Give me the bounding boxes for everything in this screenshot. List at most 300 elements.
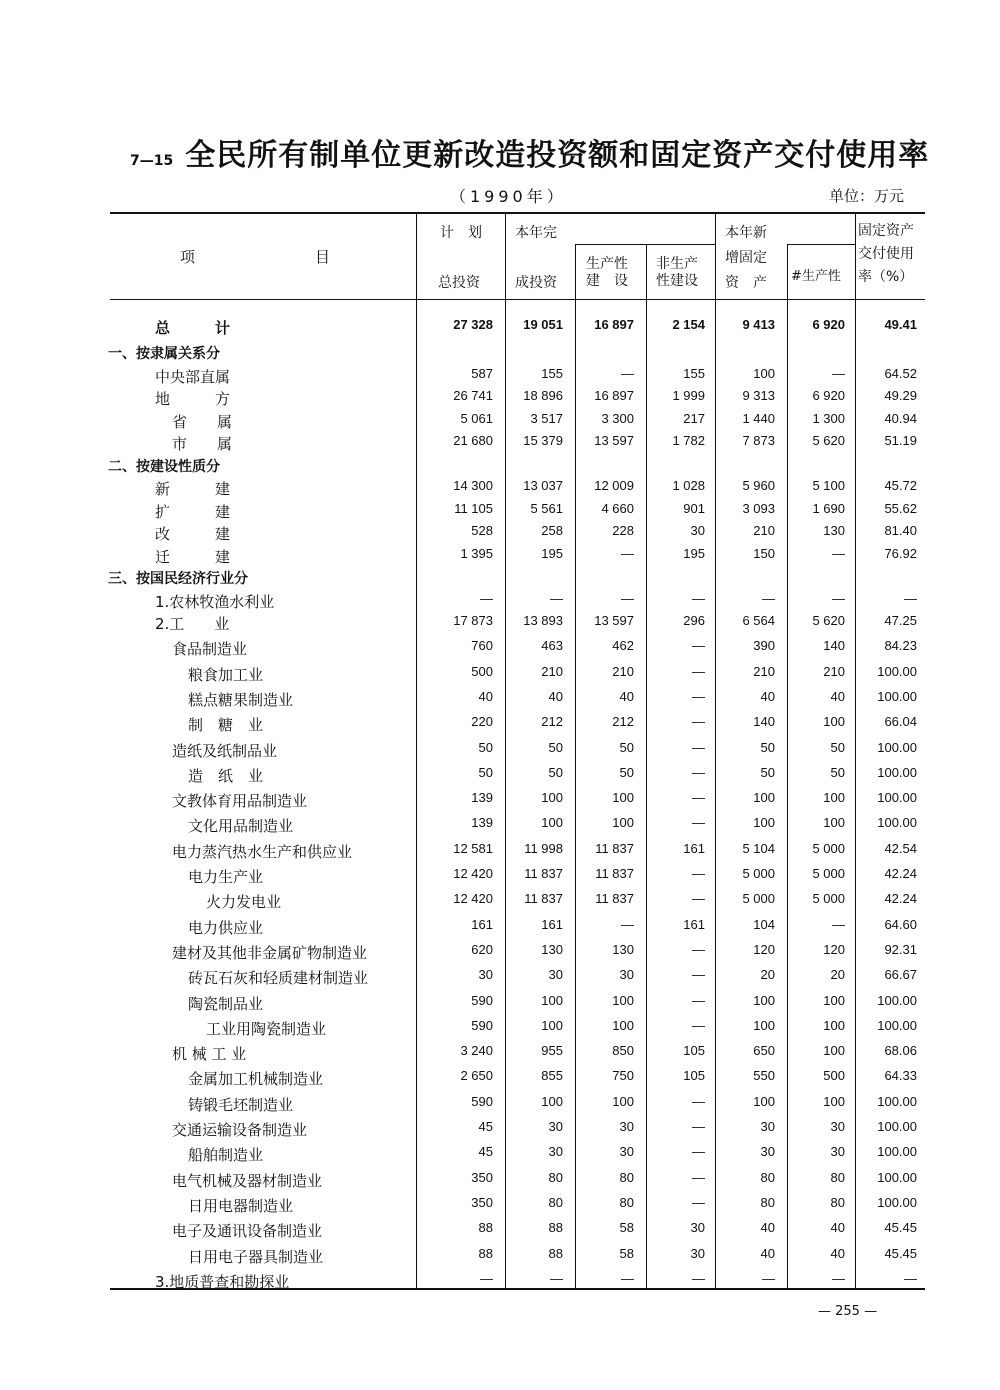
cell-plan-total: 3 240 (460, 1043, 493, 1059)
cell-completed-total: 100 (541, 815, 563, 831)
cell-rate: 64.33 (884, 1068, 917, 1084)
cell-nonproductive: 105 (683, 1043, 705, 1059)
cell-productive: 58 (619, 1245, 634, 1261)
page-number: — 255 — (818, 1304, 878, 1319)
row-label: 火力发电业 (206, 893, 282, 912)
cell-plan-total: 5 061 (460, 410, 493, 426)
cell-productive-assets: 100 (823, 714, 845, 730)
cell-productive-assets: 6 920 (812, 388, 845, 403)
cell-rate: 40.94 (884, 410, 917, 426)
table-row (0, 1170, 1000, 1192)
cell-productive-assets: 5 100 (812, 478, 845, 493)
cell-rate: 92.31 (884, 941, 917, 957)
cell-productive-assets: 6 920 (812, 317, 845, 332)
row-label: 铸锻毛坯制造业 (188, 1095, 294, 1114)
cell-rate: 100.00 (877, 1093, 917, 1109)
cell-nonproductive: — (692, 1017, 705, 1033)
cell-completed-total: 155 (541, 365, 563, 381)
cell-nonproductive: — (692, 739, 705, 755)
row-label: 建材及其他非金属矿物制造业 (172, 943, 368, 962)
cell-productive: 100 (612, 790, 634, 806)
cell-productive: 100 (612, 992, 634, 1008)
table-row (0, 815, 1000, 837)
table-row (0, 790, 1000, 812)
cell-plan-total: 590 (471, 1017, 493, 1033)
cell-rate: 49.29 (884, 388, 917, 403)
cell-productive-assets: 100 (823, 790, 845, 806)
row-label: 文化用品制造业 (188, 817, 294, 836)
cell-plan-total: 2 650 (460, 1068, 493, 1084)
cell-productive-assets: 20 (830, 967, 845, 983)
row-label: 1.农林牧渔水利业 (155, 592, 275, 611)
cell-rate: 66.04 (884, 714, 917, 730)
cell-new-assets: 550 (753, 1068, 775, 1084)
cell-nonproductive: — (692, 790, 705, 806)
cell-completed-total: 100 (541, 992, 563, 1008)
cell-rate: 45.72 (884, 478, 917, 493)
cell-plan-total: 12 420 (453, 891, 493, 907)
cell-new-assets: 104 (753, 916, 775, 932)
cell-productive: 30 (619, 967, 634, 983)
cell-plan-total: 27 328 (453, 317, 493, 332)
cell-plan-total: 220 (471, 714, 493, 730)
cell-completed-total: 100 (541, 790, 563, 806)
cell-productive-assets: 5 000 (812, 891, 845, 907)
header-rate: 固定资产 交付使用 率（%） (858, 223, 914, 285)
table-row (0, 433, 1000, 455)
cell-productive-assets: 40 (830, 688, 845, 704)
cell-plan-total: 12 420 (453, 866, 493, 881)
row-label: 电力生产业 (188, 868, 264, 886)
cell-productive-assets: 130 (823, 523, 845, 538)
cell-productive: 12 009 (594, 478, 634, 493)
cell-plan-total: 139 (471, 815, 493, 831)
cell-completed-total: 100 (541, 1093, 563, 1109)
unit-label: 单位：万元 (828, 187, 904, 205)
cell-plan-total: 12 581 (453, 840, 493, 856)
cell-productive: 80 (619, 1194, 634, 1210)
cell-productive-assets: 80 (830, 1169, 845, 1185)
cell-rate: 42.54 (884, 840, 917, 856)
cell-nonproductive: — (692, 1119, 705, 1134)
cell-productive: 13 597 (594, 613, 634, 628)
row-label: 中央部直属 (155, 367, 231, 386)
subheader-line (575, 244, 715, 245)
cell-productive: 100 (612, 815, 634, 831)
cell-plan-total: 590 (471, 992, 493, 1008)
cell-completed-total: 40 (548, 688, 563, 704)
row-label: 总 计 (155, 319, 231, 337)
cell-new-assets: 80 (760, 1169, 775, 1185)
cell-productive: 80 (619, 1169, 634, 1185)
table-row (0, 523, 1000, 545)
cell-nonproductive: 161 (683, 840, 705, 856)
header-productive-assets: #生产性 (791, 269, 841, 284)
cell-productive-assets: 100 (823, 815, 845, 831)
header-rule (110, 299, 925, 300)
row-label: 陶瓷制品业 (188, 994, 264, 1013)
cell-nonproductive: 1 782 (672, 433, 705, 448)
table-row (0, 1018, 1000, 1040)
cell-plan-total: 45 (478, 1144, 493, 1160)
year-label: （1990年） (450, 187, 567, 206)
table-row (0, 1195, 1000, 1217)
cell-completed-total: 15 379 (523, 433, 563, 448)
cell-productive: 11 837 (595, 840, 634, 856)
table-number: 7—15 (130, 153, 174, 169)
header-newassets-mid: 增固定 (725, 250, 767, 266)
cell-productive-assets: 50 (830, 739, 845, 755)
cell-productive: 100 (612, 1093, 634, 1109)
cell-productive-assets: 1 300 (812, 410, 845, 426)
table-row (0, 942, 1000, 964)
top-rule (110, 212, 925, 214)
cell-nonproductive: 195 (683, 545, 705, 561)
table-row (0, 765, 1000, 787)
cell-nonproductive: — (692, 714, 705, 730)
table-row (0, 714, 1000, 736)
cell-rate: 100.00 (877, 1169, 917, 1185)
cell-productive: 100 (612, 1017, 634, 1033)
cell-rate: 68.06 (884, 1043, 917, 1059)
cell-plan-total: 161 (471, 916, 493, 932)
table-row (0, 501, 1000, 523)
cell-productive: 40 (619, 688, 634, 704)
cell-rate: 100.00 (877, 663, 917, 679)
cell-rate: 100.00 (877, 790, 917, 806)
cell-nonproductive: — (692, 1194, 705, 1210)
cell-new-assets: 210 (753, 663, 775, 679)
cell-productive-assets: 120 (823, 941, 845, 957)
cell-completed-total: 18 896 (523, 388, 563, 403)
cell-nonproductive: — (692, 891, 705, 907)
cell-nonproductive: — (692, 764, 705, 780)
cell-completed-total: 11 998 (524, 840, 563, 856)
cell-completed-total: 50 (548, 764, 563, 780)
cell-productive-assets: 100 (823, 1017, 845, 1033)
row-label: 食品制造业 (172, 640, 248, 659)
cell-productive: 228 (612, 523, 634, 538)
cell-productive: 4 660 (601, 500, 634, 516)
cell-productive: — (621, 545, 634, 561)
cell-plan-total: 50 (478, 739, 493, 755)
cell-plan-total: — (480, 1270, 493, 1286)
cell-completed-total: 463 (541, 638, 563, 654)
cell-new-assets: 5 000 (742, 866, 775, 881)
header-plan-top: 计 划 (440, 225, 482, 241)
cell-nonproductive: — (692, 590, 705, 606)
cell-rate: — (904, 1270, 917, 1286)
section-row (0, 456, 1000, 478)
cell-new-assets: — (762, 1270, 775, 1286)
row-label: 砖瓦石灰和轻质建材制造业 (188, 969, 369, 988)
cell-nonproductive: — (692, 638, 705, 654)
cell-completed-total: 130 (541, 941, 563, 957)
cell-productive-assets: 5 620 (812, 613, 845, 628)
header-plan-bottom: 总投资 (438, 275, 480, 291)
cell-completed-total: 161 (541, 916, 563, 932)
cell-completed-total: — (550, 590, 563, 606)
header-nonproductive: 非生产 性建设 (656, 256, 698, 289)
cell-new-assets: 40 (760, 1220, 775, 1236)
cell-nonproductive: — (692, 941, 705, 957)
cell-new-assets: 40 (760, 1245, 775, 1261)
row-label: 二、按建设性质分 (108, 458, 220, 475)
cell-plan-total: 620 (471, 941, 493, 957)
row-label: 造 纸 业 (188, 766, 264, 785)
cell-productive-assets: 500 (823, 1068, 845, 1084)
cell-completed-total: 100 (541, 1017, 563, 1033)
cell-nonproductive: — (692, 1093, 705, 1109)
cell-productive: 750 (612, 1068, 634, 1084)
row-label: 迁 建 (155, 547, 231, 566)
cell-rate: 100.00 (877, 764, 917, 780)
row-label: 电力蒸汽热水生产和供应业 (172, 842, 353, 861)
cell-new-assets: 5 000 (742, 891, 775, 907)
cell-productive: 212 (612, 714, 634, 730)
cell-productive: — (621, 365, 634, 381)
cell-new-assets: 40 (760, 688, 775, 704)
cell-rate: 100.00 (877, 1144, 917, 1160)
cell-productive-assets: 40 (830, 1245, 845, 1261)
cell-new-assets: 100 (753, 815, 775, 831)
table-row (0, 546, 1000, 568)
header-completed-bottom: 成投资 (515, 275, 557, 291)
cell-completed-total: 30 (548, 967, 563, 983)
table-title (130, 130, 929, 174)
cell-productive-assets: 30 (830, 1119, 845, 1134)
cell-productive-assets: 80 (830, 1194, 845, 1210)
table-row (0, 664, 1000, 686)
cell-productive-assets: 1 690 (812, 500, 845, 516)
row-label: 金属加工机械制造业 (188, 1070, 324, 1089)
cell-new-assets: 140 (753, 714, 775, 730)
cell-rate: 55.62 (884, 500, 917, 516)
cell-rate: 64.60 (884, 916, 917, 932)
cell-plan-total: 26 741 (453, 388, 493, 403)
row-label: 电子及通讯设备制造业 (172, 1222, 323, 1241)
cell-productive: 462 (612, 638, 634, 654)
table-row (0, 411, 1000, 433)
cell-rate: 100.00 (877, 1119, 917, 1134)
cell-rate: 81.40 (884, 523, 917, 538)
cell-nonproductive: 217 (683, 410, 705, 426)
row-label: 市 属 (172, 435, 233, 453)
cell-plan-total: 21 680 (453, 433, 493, 448)
cell-productive-assets: 50 (830, 764, 845, 780)
cell-new-assets: 100 (753, 790, 775, 806)
cell-productive: 30 (619, 1144, 634, 1160)
cell-new-assets: 50 (760, 739, 775, 755)
cell-productive-assets: 140 (823, 638, 845, 654)
cell-completed-total: 195 (541, 545, 563, 561)
cell-new-assets: 100 (753, 365, 775, 381)
cell-rate: 66.67 (884, 967, 917, 983)
cell-rate: 42.24 (884, 891, 917, 907)
cell-rate: 100.00 (877, 739, 917, 755)
cell-new-assets: 100 (753, 1017, 775, 1033)
cell-nonproductive: 155 (683, 365, 705, 381)
header-item: 项 目 (180, 248, 331, 266)
row-label: 扩 建 (155, 502, 231, 521)
cell-nonproductive: — (692, 1270, 705, 1286)
cell-rate: 64.52 (884, 365, 917, 381)
cell-new-assets: 6 564 (742, 613, 775, 628)
cell-completed-total: 955 (541, 1043, 563, 1059)
row-label: 地 方 (155, 390, 231, 408)
cell-completed-total: 50 (548, 739, 563, 755)
row-label: 船舶制造业 (188, 1146, 264, 1165)
row-label: 糕点糖果制造业 (188, 690, 294, 709)
cell-rate: 76.92 (884, 545, 917, 561)
cell-plan-total: 350 (471, 1169, 493, 1185)
cell-nonproductive: 30 (690, 1220, 705, 1236)
row-label: 3.地质普查和勘探业 (155, 1272, 290, 1291)
cell-productive: — (621, 590, 634, 606)
cell-plan-total: 30 (478, 967, 493, 983)
header-productive: 生产性 建 设 (586, 256, 628, 289)
cell-completed-total: 30 (548, 1144, 563, 1160)
cell-completed-total: 5 561 (530, 500, 563, 516)
row-label: 改 建 (155, 525, 231, 543)
cell-productive: 16 897 (594, 317, 634, 332)
section-row (0, 568, 1000, 590)
row-label: 工业用陶瓷制造业 (206, 1019, 327, 1038)
cell-productive: — (621, 1270, 634, 1286)
table-row (0, 388, 1000, 410)
cell-rate: 100.00 (877, 688, 917, 704)
cell-new-assets: 3 093 (742, 500, 775, 516)
cell-productive: 11 837 (595, 891, 634, 907)
cell-rate: 49.41 (884, 317, 917, 332)
table-row (0, 917, 1000, 939)
cell-nonproductive: — (692, 1169, 705, 1185)
table-row (0, 1043, 1000, 1065)
cell-new-assets: 5 104 (742, 840, 775, 856)
cell-new-assets: 210 (753, 523, 775, 538)
section-row (0, 343, 1000, 365)
cell-completed-total: 11 837 (524, 891, 563, 907)
cell-plan-total: 590 (471, 1093, 493, 1109)
cell-productive: 130 (612, 941, 634, 957)
row-label: 制 糖 业 (188, 716, 264, 735)
cell-plan-total: 45 (478, 1119, 493, 1134)
row-label: 机 械 工 业 (172, 1045, 247, 1064)
cell-new-assets: 1 440 (742, 410, 775, 426)
row-label: 造纸及纸制品业 (172, 741, 278, 760)
table-row (0, 478, 1000, 500)
table-row (0, 613, 1000, 635)
cell-new-assets: 5 960 (742, 478, 775, 493)
table-row (0, 1068, 1000, 1090)
cell-new-assets: 80 (760, 1194, 775, 1210)
cell-productive-assets: 100 (823, 992, 845, 1008)
table-row (0, 993, 1000, 1015)
cell-productive: 11 837 (595, 866, 634, 881)
table-row (0, 591, 1000, 613)
cell-productive-assets: — (832, 916, 845, 932)
cell-plan-total: 11 105 (454, 500, 493, 516)
cell-completed-total: 13 037 (523, 478, 563, 493)
cell-new-assets: 30 (760, 1144, 775, 1160)
cell-productive-assets: — (832, 590, 845, 606)
cell-plan-total: 139 (471, 790, 493, 806)
cell-plan-total: 500 (471, 663, 493, 679)
cell-nonproductive: — (692, 815, 705, 831)
cell-nonproductive: — (692, 866, 705, 881)
table-row (0, 1246, 1000, 1268)
row-label: 省 属 (172, 412, 233, 431)
cell-completed-total: 80 (548, 1194, 563, 1210)
cell-productive: 13 597 (594, 433, 634, 448)
cell-new-assets: — (762, 590, 775, 606)
header-newassets-top: 本年新 (725, 225, 767, 241)
cell-nonproductive: 901 (683, 500, 705, 516)
row-label: 2.工 业 (155, 615, 230, 633)
cell-rate: 100.00 (877, 1194, 917, 1210)
cell-productive: 50 (619, 739, 634, 755)
cell-rate: 100.00 (877, 815, 917, 831)
cell-completed-total: 3 517 (530, 410, 563, 426)
cell-plan-total: 88 (478, 1245, 493, 1261)
cell-new-assets: 100 (753, 992, 775, 1008)
row-label: 新 建 (155, 480, 231, 498)
cell-new-assets: 7 873 (742, 433, 775, 448)
cell-nonproductive: — (692, 967, 705, 983)
row-label: 一、按隶属关系分 (108, 346, 220, 362)
cell-completed-total: 88 (548, 1245, 563, 1261)
cell-nonproductive: — (692, 1144, 705, 1160)
cell-productive: — (621, 916, 634, 932)
subheader-line (787, 244, 855, 245)
cell-productive-assets: 5 000 (812, 866, 845, 881)
row-label: 日用电子器具制造业 (188, 1247, 324, 1266)
cell-productive-assets: 210 (823, 663, 845, 679)
cell-new-assets: 30 (760, 1119, 775, 1134)
cell-new-assets: 650 (753, 1043, 775, 1059)
cell-nonproductive: 30 (690, 523, 705, 538)
table-row (0, 967, 1000, 989)
cell-nonproductive: 1 028 (672, 478, 705, 493)
cell-plan-total: 528 (471, 523, 493, 538)
cell-productive-assets: 100 (823, 1043, 845, 1059)
table-row (0, 1220, 1000, 1242)
cell-new-assets: 390 (753, 638, 775, 654)
table-row (0, 1144, 1000, 1166)
table-row (0, 1271, 1000, 1293)
cell-productive: 50 (619, 764, 634, 780)
cell-new-assets: 20 (760, 967, 775, 983)
total-row (0, 317, 1000, 339)
table-row (0, 866, 1000, 888)
cell-nonproductive: — (692, 688, 705, 704)
cell-productive-assets: 30 (830, 1144, 845, 1160)
cell-plan-total: 14 300 (453, 478, 493, 493)
cell-nonproductive: 30 (690, 1245, 705, 1261)
cell-productive: 58 (619, 1220, 634, 1236)
cell-plan-total: 50 (478, 764, 493, 780)
row-label: 三、按国民经济行业分 (108, 571, 248, 587)
table-row (0, 740, 1000, 762)
cell-completed-total: 258 (541, 523, 563, 538)
cell-plan-total: — (480, 590, 493, 606)
table-row (0, 638, 1000, 660)
cell-productive-assets: 100 (823, 1093, 845, 1109)
row-label: 交通运输设备制造业 (172, 1121, 308, 1139)
cell-completed-total: 19 051 (523, 317, 563, 332)
cell-nonproductive: 161 (683, 916, 705, 932)
cell-productive-assets: 5 620 (812, 433, 845, 448)
